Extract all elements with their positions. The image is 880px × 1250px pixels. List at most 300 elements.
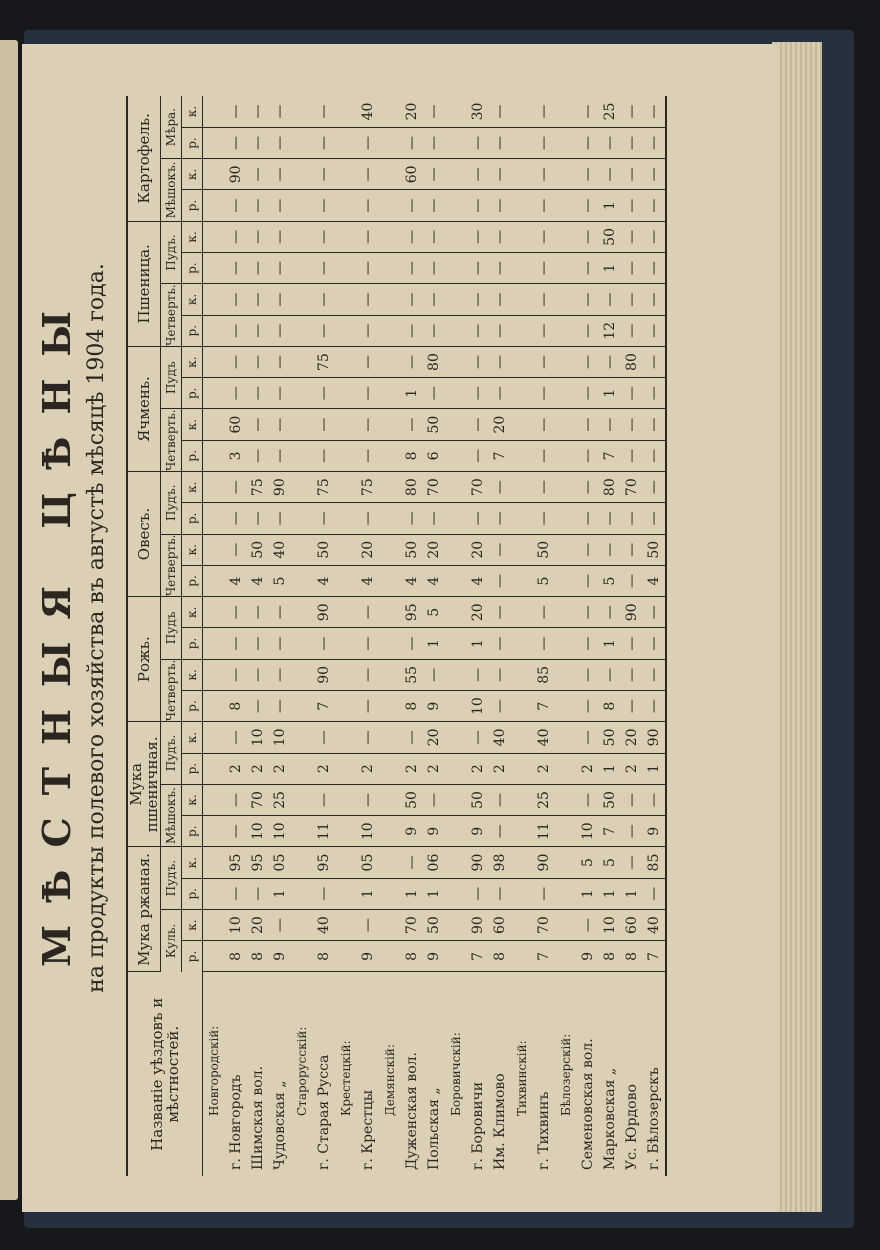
price-cell: 8 xyxy=(401,440,423,471)
header-kopecks: к. xyxy=(182,597,203,628)
place-name: Чудовская „ xyxy=(272,1080,288,1170)
price-cell xyxy=(445,597,467,628)
price-cell xyxy=(291,909,313,940)
price-cell: — xyxy=(489,878,511,909)
price-cell: — xyxy=(489,96,511,127)
header-group: Ячмень. xyxy=(128,346,161,471)
price-cell: 9 xyxy=(577,941,599,972)
price-cell xyxy=(445,503,467,534)
price-cell xyxy=(335,534,357,565)
price-cell: — xyxy=(489,253,511,284)
price-cell: 1 xyxy=(643,753,665,784)
price-cell xyxy=(291,315,313,346)
price-cell: — xyxy=(621,127,643,158)
price-cell: — xyxy=(269,96,291,127)
price-cell xyxy=(379,597,401,628)
price-cell: — xyxy=(599,503,621,534)
price-cell xyxy=(291,753,313,784)
price-cell xyxy=(203,816,226,847)
price-cell: — xyxy=(423,221,445,252)
price-cell: — xyxy=(269,440,291,471)
price-cell: 10 xyxy=(269,816,291,847)
price-cell: 40 xyxy=(533,722,555,753)
price-cell: 50 xyxy=(599,722,621,753)
price-cell: — xyxy=(533,221,555,252)
header-group: Пшеница. xyxy=(128,221,161,346)
book-page xyxy=(22,44,778,1212)
price-cell xyxy=(335,878,357,909)
price-cell: — xyxy=(247,284,269,315)
price-cell: — xyxy=(357,784,379,815)
price-cell: 4 xyxy=(423,565,445,596)
price-cell: — xyxy=(621,847,643,878)
place-name: г. Старая Русса xyxy=(316,1054,332,1170)
price-cell: — xyxy=(467,253,489,284)
price-cell: — xyxy=(357,346,379,377)
table-row xyxy=(357,96,379,1176)
price-cell: — xyxy=(423,159,445,190)
price-cell: 4 xyxy=(401,565,423,596)
price-cell: — xyxy=(247,503,269,534)
price-cell xyxy=(335,409,357,440)
price-cell: 8 xyxy=(599,690,621,721)
price-cell xyxy=(335,503,357,534)
price-cell xyxy=(555,284,577,315)
header-unit: Четверть. xyxy=(161,409,182,472)
price-cell xyxy=(291,628,313,659)
price-cell xyxy=(445,722,467,753)
price-cell: 5 xyxy=(599,565,621,596)
price-cell xyxy=(511,96,533,127)
price-cell: — xyxy=(489,597,511,628)
header-group: Мука пшеничная. xyxy=(128,722,161,847)
header-rubles: р. xyxy=(182,753,203,784)
price-cell: — xyxy=(401,628,423,659)
price-cell xyxy=(379,96,401,127)
header-kopecks: к. xyxy=(182,909,203,940)
price-cell: 75 xyxy=(357,472,379,503)
header-group: Овесъ. xyxy=(128,472,161,597)
price-cell: — xyxy=(423,284,445,315)
price-cell: 50 xyxy=(643,534,665,565)
price-cell: 60 xyxy=(401,159,423,190)
header-rubles: р. xyxy=(182,190,203,221)
price-cell: — xyxy=(269,159,291,190)
price-cell: — xyxy=(643,659,665,690)
price-table-wrapper xyxy=(126,96,667,1176)
price-cell: — xyxy=(247,878,269,909)
price-cell xyxy=(291,565,313,596)
price-cell: 05 xyxy=(357,847,379,878)
price-cell: — xyxy=(577,284,599,315)
price-cell: — xyxy=(489,315,511,346)
price-cell: — xyxy=(269,378,291,409)
price-cell: — xyxy=(313,440,335,471)
price-cell: 50 xyxy=(599,784,621,815)
price-cell: — xyxy=(467,878,489,909)
price-cell: — xyxy=(225,878,247,909)
price-cell xyxy=(203,753,226,784)
price-cell: 20 xyxy=(423,534,445,565)
price-cell: 90 xyxy=(313,597,335,628)
price-cell xyxy=(203,472,226,503)
price-cell: — xyxy=(313,315,335,346)
price-cell: — xyxy=(489,816,511,847)
price-cell: — xyxy=(313,284,335,315)
price-cell xyxy=(203,941,226,972)
price-cell xyxy=(555,597,577,628)
price-cell: — xyxy=(401,284,423,315)
price-cell xyxy=(379,190,401,221)
price-cell xyxy=(203,722,226,753)
price-cell xyxy=(511,127,533,158)
price-cell xyxy=(511,284,533,315)
price-cell: 40 xyxy=(643,909,665,940)
header-rubles: р. xyxy=(182,565,203,596)
price-cell xyxy=(555,878,577,909)
header-unit: Куль. xyxy=(161,909,182,972)
price-cell: — xyxy=(269,659,291,690)
price-cell: 85 xyxy=(643,847,665,878)
price-cell xyxy=(291,284,313,315)
price-cell xyxy=(379,628,401,659)
price-cell: 10 xyxy=(269,722,291,753)
price-cell: 55 xyxy=(401,659,423,690)
place-name: Польская „ xyxy=(426,1087,442,1170)
page-subtitle: на продукты полевого хозяйства въ августѣ мѣсяцѣ 1904 года. xyxy=(84,263,109,993)
price-cell: — xyxy=(533,190,555,221)
header-rubles: р. xyxy=(182,253,203,284)
price-cell: 98 xyxy=(489,847,511,878)
price-cell xyxy=(203,284,226,315)
price-cell xyxy=(335,472,357,503)
price-cell: — xyxy=(643,784,665,815)
price-cell xyxy=(555,409,577,440)
price-cell: 9 xyxy=(401,816,423,847)
price-cell xyxy=(379,503,401,534)
price-cell: 4 xyxy=(225,565,247,596)
price-cell: 75 xyxy=(313,472,335,503)
price-cell xyxy=(291,346,313,377)
price-cell: 95 xyxy=(313,847,335,878)
price-cell: — xyxy=(225,534,247,565)
price-cell xyxy=(511,503,533,534)
price-cell: — xyxy=(225,503,247,534)
price-cell xyxy=(445,784,467,815)
page-title: МѢСТНЫЯ ЦѢНЫ xyxy=(34,288,79,968)
price-cell: 70 xyxy=(247,784,269,815)
price-cell: — xyxy=(467,221,489,252)
price-cell: — xyxy=(357,690,379,721)
price-cell: — xyxy=(313,628,335,659)
district-name: Крестецкій: xyxy=(339,1040,353,1116)
price-cell xyxy=(555,722,577,753)
header-kopecks: к. xyxy=(182,409,203,440)
price-cell: 05 xyxy=(269,847,291,878)
price-cell xyxy=(511,221,533,252)
price-cell: 4 xyxy=(643,565,665,596)
price-cell: — xyxy=(489,190,511,221)
price-cell: — xyxy=(313,378,335,409)
price-cell: — xyxy=(225,784,247,815)
header-unit: Четверть. xyxy=(161,534,182,597)
price-cell xyxy=(555,753,577,784)
price-cell: — xyxy=(357,159,379,190)
table-row xyxy=(313,96,335,1176)
price-cell: — xyxy=(621,190,643,221)
price-cell: — xyxy=(621,816,643,847)
price-cell: 2 xyxy=(577,753,599,784)
price-cell xyxy=(379,878,401,909)
price-cell: — xyxy=(577,534,599,565)
price-cell xyxy=(445,253,467,284)
price-cell: 5 xyxy=(533,565,555,596)
price-cell: — xyxy=(621,284,643,315)
price-cell: 25 xyxy=(599,96,621,127)
table-row xyxy=(225,96,247,1176)
price-cell xyxy=(291,127,313,158)
price-cell: — xyxy=(599,409,621,440)
district-row xyxy=(555,96,577,1176)
price-cell: — xyxy=(225,315,247,346)
price-cell: — xyxy=(247,221,269,252)
price-cell: 20 xyxy=(489,409,511,440)
price-cell: 95 xyxy=(247,847,269,878)
price-cell: — xyxy=(533,440,555,471)
price-cell: — xyxy=(225,127,247,158)
price-cell: — xyxy=(621,378,643,409)
price-cell xyxy=(291,659,313,690)
price-cell xyxy=(555,440,577,471)
header-group: Мука ржаная. xyxy=(128,847,161,972)
price-cell: — xyxy=(577,628,599,659)
price-cell: 90 xyxy=(313,659,335,690)
price-cell xyxy=(203,784,226,815)
price-cell xyxy=(445,221,467,252)
price-cell xyxy=(379,472,401,503)
price-cell xyxy=(445,753,467,784)
price-cell: — xyxy=(269,221,291,252)
price-cell: 2 xyxy=(621,753,643,784)
price-cell: 9 xyxy=(269,941,291,972)
price-cell: 70 xyxy=(533,909,555,940)
price-cell xyxy=(511,816,533,847)
price-cell xyxy=(291,190,313,221)
price-cell: — xyxy=(225,346,247,377)
price-cell xyxy=(203,409,226,440)
district-name: Тихвинскій: xyxy=(515,1040,529,1116)
price-cell: 20 xyxy=(467,534,489,565)
price-cell: — xyxy=(225,378,247,409)
price-cell: 8 xyxy=(225,690,247,721)
header-rubles: р. xyxy=(182,127,203,158)
price-cell: 40 xyxy=(357,96,379,127)
price-cell xyxy=(379,409,401,440)
price-cell: 7 xyxy=(599,440,621,471)
price-cell xyxy=(203,565,226,596)
price-cell: — xyxy=(643,378,665,409)
price-cell: — xyxy=(423,315,445,346)
price-cell: 4 xyxy=(247,565,269,596)
price-cell: 60 xyxy=(225,409,247,440)
price-cell: 85 xyxy=(533,659,555,690)
table-row xyxy=(423,96,445,1176)
price-cell: — xyxy=(533,472,555,503)
header-kopecks: к. xyxy=(182,472,203,503)
price-cell xyxy=(555,690,577,721)
price-cell: — xyxy=(577,159,599,190)
price-cell: 8 xyxy=(225,941,247,972)
price-cell xyxy=(445,159,467,190)
price-cell xyxy=(379,659,401,690)
price-cell: — xyxy=(357,409,379,440)
price-cell: 1 xyxy=(599,628,621,659)
price-cell xyxy=(203,221,226,252)
price-cell xyxy=(555,503,577,534)
price-cell xyxy=(555,315,577,346)
price-cell xyxy=(379,784,401,815)
header-unit: Пудъ. xyxy=(161,472,182,535)
price-cell xyxy=(335,440,357,471)
header-unit: Пудъ. xyxy=(161,722,182,785)
price-cell xyxy=(203,659,226,690)
price-cell xyxy=(445,534,467,565)
price-cell: 50 xyxy=(467,784,489,815)
price-cell xyxy=(555,346,577,377)
price-cell: — xyxy=(489,565,511,596)
price-cell: — xyxy=(621,784,643,815)
price-cell: 10 xyxy=(599,909,621,940)
price-cell: — xyxy=(577,784,599,815)
price-cell: 1 xyxy=(599,253,621,284)
price-cell xyxy=(445,190,467,221)
header-unit: Четверть. xyxy=(161,284,182,347)
price-cell: 90 xyxy=(467,847,489,878)
price-cell xyxy=(203,503,226,534)
price-cell: — xyxy=(401,722,423,753)
price-cell: — xyxy=(599,534,621,565)
price-cell xyxy=(335,96,357,127)
price-cell: — xyxy=(489,534,511,565)
price-cell xyxy=(555,378,577,409)
price-cell: — xyxy=(313,722,335,753)
price-cell: — xyxy=(621,221,643,252)
price-cell xyxy=(335,253,357,284)
price-cell xyxy=(511,690,533,721)
price-cell: 40 xyxy=(489,722,511,753)
price-cell xyxy=(335,784,357,815)
price-cell: 10 xyxy=(247,816,269,847)
price-cell: — xyxy=(423,253,445,284)
price-cell xyxy=(379,690,401,721)
price-cell xyxy=(335,909,357,940)
price-cell: 7 xyxy=(489,440,511,471)
price-cell xyxy=(511,190,533,221)
table-row xyxy=(577,96,599,1176)
price-cell xyxy=(203,190,226,221)
price-cell: 6 xyxy=(423,440,445,471)
price-cell: — xyxy=(621,440,643,471)
price-cell: — xyxy=(643,221,665,252)
price-cell xyxy=(445,472,467,503)
price-cell xyxy=(335,190,357,221)
price-cell: — xyxy=(225,221,247,252)
price-cell xyxy=(379,284,401,315)
price-cell: 2 xyxy=(489,753,511,784)
price-cell: — xyxy=(269,597,291,628)
place-name: Им. Климово xyxy=(492,1073,508,1170)
price-cell: — xyxy=(621,659,643,690)
price-cell: 1 xyxy=(599,190,621,221)
price-cell xyxy=(445,315,467,346)
price-cell: — xyxy=(643,159,665,190)
price-cell: — xyxy=(489,284,511,315)
price-cell xyxy=(203,628,226,659)
price-cell: — xyxy=(489,346,511,377)
price-cell: — xyxy=(313,409,335,440)
price-cell: — xyxy=(621,253,643,284)
price-cell xyxy=(335,690,357,721)
price-cell xyxy=(335,346,357,377)
price-cell: 1 xyxy=(599,378,621,409)
price-cell: — xyxy=(577,690,599,721)
price-cell xyxy=(379,346,401,377)
price-cell: 4 xyxy=(357,565,379,596)
price-cell: — xyxy=(599,127,621,158)
price-cell: — xyxy=(401,503,423,534)
price-cell: 50 xyxy=(423,409,445,440)
place-name: Шимская вол. xyxy=(250,1065,266,1170)
price-table xyxy=(128,96,665,1176)
district-row xyxy=(335,96,357,1176)
price-cell: — xyxy=(247,597,269,628)
price-cell: — xyxy=(577,315,599,346)
price-cell: 8 xyxy=(313,941,335,972)
price-cell: — xyxy=(357,909,379,940)
price-cell: — xyxy=(643,878,665,909)
price-cell: — xyxy=(467,190,489,221)
header-unit: Пудъ. xyxy=(161,847,182,910)
price-cell xyxy=(291,878,313,909)
price-cell: — xyxy=(533,628,555,659)
price-cell xyxy=(555,159,577,190)
price-cell: — xyxy=(269,346,291,377)
price-cell xyxy=(555,816,577,847)
price-cell: — xyxy=(577,909,599,940)
price-cell xyxy=(511,534,533,565)
price-cell: — xyxy=(533,597,555,628)
place-name: Ус. Юрдово xyxy=(624,1084,640,1170)
price-cell: 8 xyxy=(247,941,269,972)
price-cell: 1 xyxy=(467,628,489,659)
price-cell: 2 xyxy=(423,753,445,784)
district-row xyxy=(379,96,401,1176)
price-cell: — xyxy=(577,409,599,440)
price-cell: 70 xyxy=(467,472,489,503)
price-cell: 8 xyxy=(489,941,511,972)
price-cell: — xyxy=(401,346,423,377)
header-kopecks: к. xyxy=(182,847,203,878)
price-cell xyxy=(511,472,533,503)
price-cell: — xyxy=(533,253,555,284)
price-cell: — xyxy=(643,190,665,221)
price-cell: 50 xyxy=(533,534,555,565)
price-cell: — xyxy=(225,816,247,847)
price-cell: — xyxy=(313,127,335,158)
price-cell: — xyxy=(247,378,269,409)
price-cell: — xyxy=(401,847,423,878)
price-cell: — xyxy=(533,503,555,534)
